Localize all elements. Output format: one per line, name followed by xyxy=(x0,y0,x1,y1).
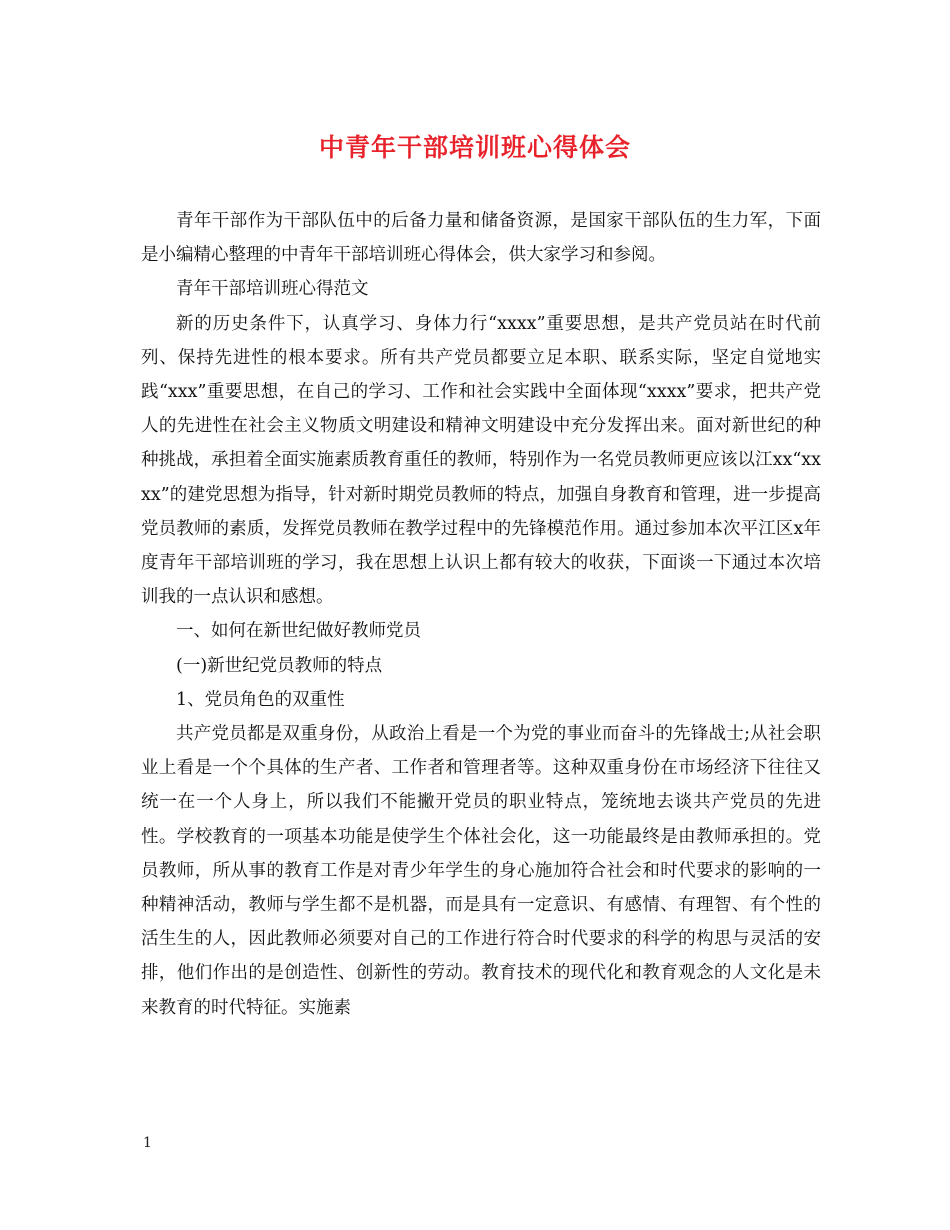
document-body xyxy=(141,204,821,1025)
section-heading-sample: 青年干部培训班心得范文 xyxy=(176,279,369,300)
intro-paragraph: 青年干部作为干部队伍中的后备力量和储备资源，是国家干部队伍的生力军，下面是小编精心整理的中青年干部培训班心得体会，供大家学习和参阅。 xyxy=(141,211,821,266)
heading-level-3: 1、党员角色的双重性 xyxy=(176,689,345,710)
heading-level-2: (一)新世纪党员教师的特点 xyxy=(176,655,383,676)
body-paragraph: 共产党员都是双重身份，从政治上看是一个为党的事业而奋斗的先锋战士;从社会职业上看是一个个具体的生产者、工作者和管理者等。这种双重身份在市场经济下往往又统一在一个人身上，所以我们不能撇开党员的职业特点，笼统地去谈共产党员的先进性。学校教育的一项基本功能是使学生个体社会化，这一功能最终是由教师承担的。党员教师，所从事的教育工作是对青少年学生的身心施加符合社会和时代要求的影响的一种精神活动，教师与学生都不是机器，而是具有一定意识、有感情、有理智、有个性的活生生的人，因此教师必须要对自己的工作进行符合时代要求的科学的构思与灵活的安排，他们作出的是创造性、创新性的劳动。教育技术的现代化和教育观念的人文化是未来教育的时代特征。实施素 xyxy=(141,724,821,1018)
body-paragraph: 新的历史条件下，认真学习、身体力行“xxxx”重要思想，是共产党员站在时代前列、保持先进性的根本要求。所有共产党员都要立足本职、联系实际，坚定自觉地实践“xxx”重要思想，在自己的学习、工作和社会实践中全面体现“xxxx”要求，把共产党人的先进性在社会主义物质文明建设和精神文明建设中充分发挥出来。面对新世纪的种种挑战，承担着全面实施素质教育重任的教师，特别作为一名党员教师更应该以江xx“xxxx”的建党思想为指导，针对新时期党员教师的特点，加强自身教育和管理，进一步提高党员教师的素质，发挥党员教师在教学过程中的先锋模范作用。通过参加本次平江区x年度青年干部培训班的学习，我在思想上认识上都有较大的收获，下面谈一下通过本次培训我的一点认识和感想。 xyxy=(141,313,821,608)
document-title: 中青年干部培训班心得体会 xyxy=(318,133,631,162)
heading-level-1: 一、如何在新世纪做好教师党员 xyxy=(176,621,421,642)
page-number: 1 xyxy=(143,1135,152,1151)
